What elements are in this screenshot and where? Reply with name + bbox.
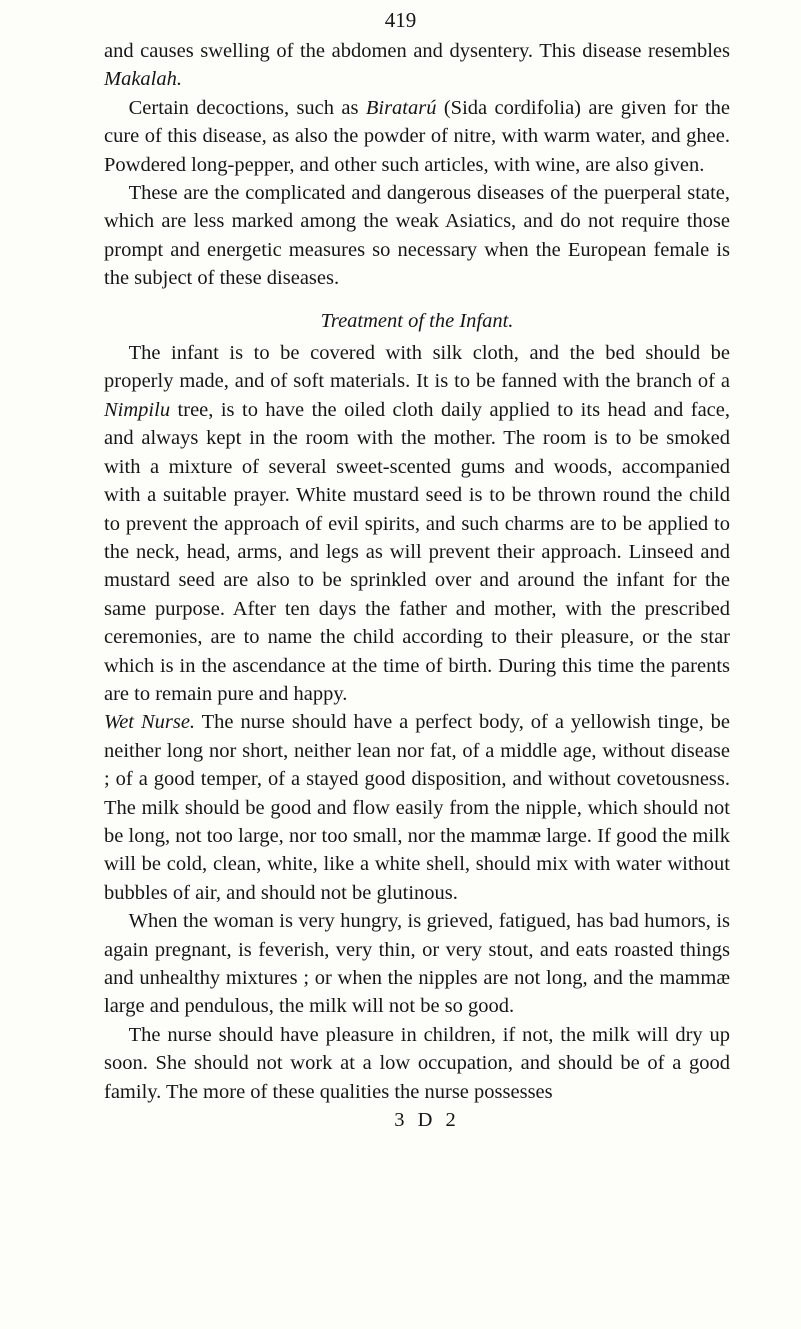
section-paragraph-3: When the woman is very hungry, is grieved, fatigued, has bad humors, is again pregnant, is feverish, very thin, or very stout, and eats roasted things and unhealthy mixtures ; or when the nipples are not long, and the mammæ large and pendulous, the milk will not be so good. (104, 910, 730, 1018)
signature-mark: 3 D 2 (394, 1109, 460, 1132)
paragraph-3: These are the complicated and dangerous diseases of the puerperal state, which are less marked among the weak Asiatics, and do not require those prompt and energetic measures so necessary when the European female is the subject of these diseases. (104, 182, 730, 290)
subheading-wet-nurse: Wet Nurse. (104, 711, 196, 734)
section-paragraph-2: Wet Nurse. The nurse should have a perfect body, of a yellowish tinge, be neither long nor short, neither lean nor fat, of a middle age, without disease ; of a good temper, of a stayed good disposition, and without covetousness. The milk should be good and flow easily from the nipple, which should not be long, not too large, nor too small, nor the mammæ large. If good the milk will be cold, clean, white, like a white shell, should mix with water without bubbles of air, and should not be glutinous. (104, 711, 731, 904)
section-heading: Treatment of the Infant. (320, 309, 514, 332)
paragraph-1 (104, 37, 730, 94)
paragraph-2: Certain decoctions, such as Biratarú (Sida cordifolia) are given for the cure of this disease, as also the powder of nitre, with warm water, and ghee. Powdered long-pepper, and other such articles, with wine, are also given. (104, 96, 730, 176)
section-paragraph-4: The nurse should have pleasure in children, if not, the milk will dry up soon. She should not work at a low occupation, and should be of a good family. The more of these qualities the nurse possesses (104, 1023, 730, 1103)
section-paragraph-1: The infant is to be covered with silk cloth, and the bed should be properly made, and of soft materials. It is to be fanned with the branch of a Nimpilu tree, is to have the oiled cloth daily applied to its head and face, and always kept in the room with the mother. The room is to be smoked with a mixture of several sweet-scented gums and woods, accompanied with a suitable prayer. White mustard seed is to be thrown round the child to prevent the approach of evil spirits, and such charms are to be applied to the neck, head, arms, and legs as will prevent their approach. Linseed and mustard seed are also to be sprinkled over and around the infant for the same purpose. After ten days the father and mother, with the prescribed ceremonies, are to name the child according to their pleasure, or the star which is in the ascendance at the time of birth. During this time the parents are to remain pure and happy. (104, 342, 730, 705)
body-text (104, 37, 730, 1134)
term-biratarú: Biratarú (365, 96, 437, 119)
paragraph-1-text: and causes swelling of the abdomen and dysentery. This disease resembles (104, 40, 730, 62)
page-number: 419 (384, 8, 417, 32)
term-nimpilu: Nimpilu (104, 398, 171, 421)
term-makalah: Makalah. (104, 68, 182, 91)
